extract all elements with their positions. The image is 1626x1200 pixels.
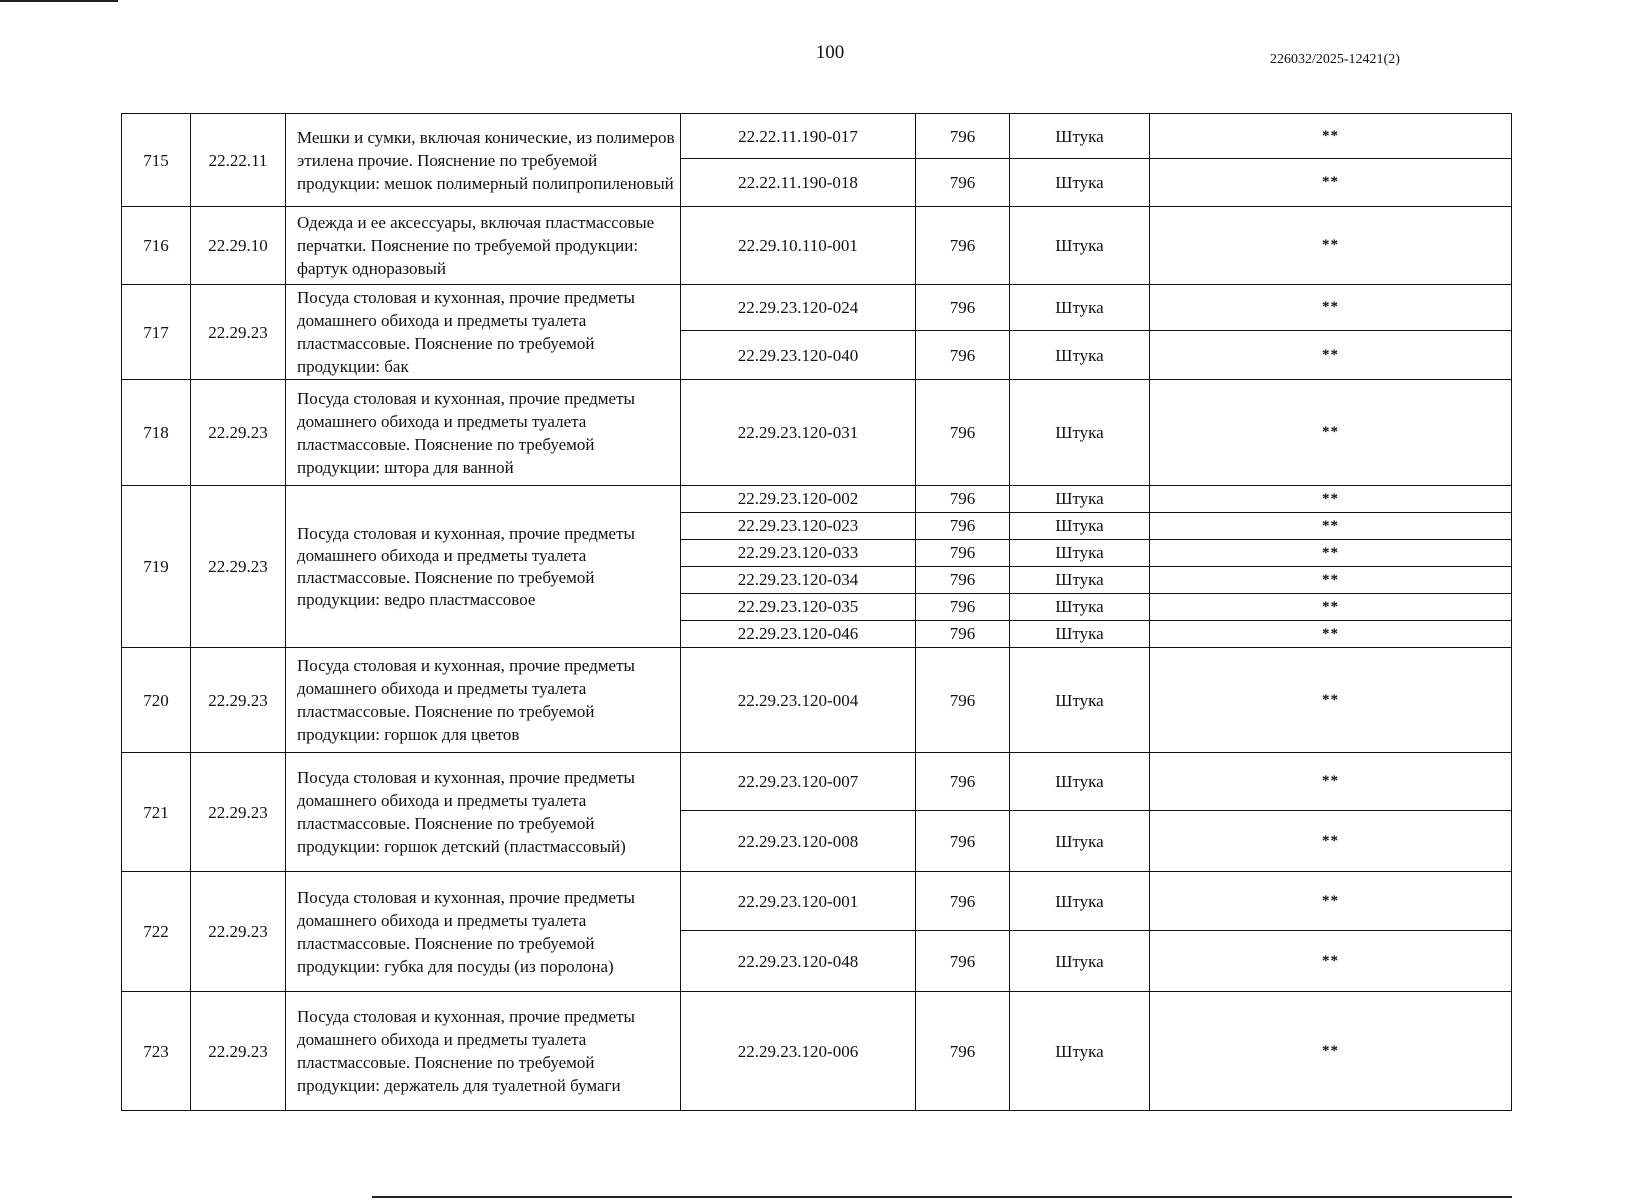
ktru-code-cell: 22.29.23.120-008 [681, 811, 916, 872]
description-cell: Посуда столовая и кухонная, прочие предметы домашнего обихода и предметы туалета пластмассовые. Пояснение по требуемой продукции: горшок для цветов [286, 648, 681, 753]
description-cell: Посуда столовая и кухонная, прочие предметы домашнего обихода и предметы туалета пластмассовые. Пояснение по требуемой продукции: штора для ванной [286, 380, 681, 486]
okei-code-cell: 796 [916, 594, 1010, 621]
mark-cell: ** [1150, 380, 1512, 486]
mark-cell: ** [1150, 513, 1512, 540]
mark-cell: ** [1150, 992, 1512, 1111]
unit-cell: Штука [1010, 872, 1150, 931]
unit-cell: Штука [1010, 567, 1150, 594]
okei-code-cell: 796 [916, 114, 1010, 159]
row-number-cell: 718 [122, 380, 191, 486]
description-cell: Посуда столовая и кухонная, прочие предметы домашнего обихода и предметы туалета пластмассовые. Пояснение по требуемой продукции: бак [286, 285, 681, 380]
description-cell: Мешки и сумки, включая конические, из полимеров этилена прочие. Пояснение по требуемой продукции: мешок полимерный полипропиленовый [286, 114, 681, 207]
okei-code-cell: 796 [916, 159, 1010, 207]
okei-code-cell: 796 [916, 285, 1010, 331]
unit-cell: Штука [1010, 753, 1150, 811]
unit-cell: Штука [1010, 540, 1150, 567]
okpd-code-cell: 22.29.23 [191, 648, 286, 753]
row-number-cell: 721 [122, 753, 191, 872]
mark-cell: ** [1150, 207, 1512, 285]
unit-cell: Штука [1010, 486, 1150, 513]
mark-cell: ** [1150, 486, 1512, 513]
okpd-code-cell: 22.29.23 [191, 486, 286, 648]
scan-edge-top-left [0, 0, 118, 2]
ktru-code-cell: 22.29.23.120-024 [681, 285, 916, 331]
row-number-cell: 715 [122, 114, 191, 207]
ktru-code-cell: 22.29.23.120-006 [681, 992, 916, 1111]
ktru-code-cell: 22.29.23.120-002 [681, 486, 916, 513]
okpd-code-cell: 22.22.11 [191, 114, 286, 207]
row-number-cell: 720 [122, 648, 191, 753]
ktru-code-cell: 22.29.23.120-048 [681, 931, 916, 992]
okei-code-cell: 796 [916, 931, 1010, 992]
row-number-cell: 719 [122, 486, 191, 648]
mark-cell: ** [1150, 285, 1512, 331]
okei-code-cell: 796 [916, 753, 1010, 811]
mark-cell: ** [1150, 811, 1512, 872]
unit-cell: Штука [1010, 159, 1150, 207]
product-table-body [122, 114, 1512, 1111]
unit-cell: Штука [1010, 207, 1150, 285]
unit-cell: Штука [1010, 931, 1150, 992]
ktru-code-cell: 22.29.23.120-004 [681, 648, 916, 753]
mark-cell: ** [1150, 648, 1512, 753]
table-row [122, 486, 1512, 513]
mark-cell: ** [1150, 331, 1512, 380]
okei-code-cell: 796 [916, 513, 1010, 540]
unit-cell: Штука [1010, 513, 1150, 540]
unit-cell: Штука [1010, 811, 1150, 872]
page-number: 100 [815, 42, 845, 63]
okei-code-cell: 796 [916, 992, 1010, 1111]
description-cell: Посуда столовая и кухонная, прочие предметы домашнего обихода и предметы туалета пластмассовые. Пояснение по требуемой продукции: губка для посуды (из поролона) [286, 872, 681, 992]
okei-code-cell: 796 [916, 811, 1010, 872]
unit-cell: Штука [1010, 648, 1150, 753]
mark-cell: ** [1150, 621, 1512, 648]
ktru-code-cell: 22.29.23.120-023 [681, 513, 916, 540]
okei-code-cell: 796 [916, 540, 1010, 567]
okei-code-cell: 796 [916, 331, 1010, 380]
okei-code-cell: 796 [916, 380, 1010, 486]
unit-cell: Штука [1010, 992, 1150, 1111]
ktru-code-cell: 22.29.10.110-001 [681, 207, 916, 285]
table-row [122, 285, 1512, 331]
description-cell: Одежда и ее аксессуары, включая пластмассовые перчатки. Пояснение по требуемой продукции: фартук одноразовый [286, 207, 681, 285]
ktru-code-cell: 22.29.23.120-034 [681, 567, 916, 594]
table-row [122, 207, 1512, 285]
description-cell: Посуда столовая и кухонная, прочие предметы домашнего обихода и предметы туалета пластмассовые. Пояснение по требуемой продукции: ведро пластмассовое [286, 486, 681, 648]
row-number-cell: 722 [122, 872, 191, 992]
table-row [122, 753, 1512, 811]
document-reference: 226032/2025-12421(2) [1270, 52, 1400, 67]
mark-cell: ** [1150, 872, 1512, 931]
unit-cell: Штука [1010, 331, 1150, 380]
okei-code-cell: 796 [916, 872, 1010, 931]
ktru-code-cell: 22.29.23.120-033 [681, 540, 916, 567]
ktru-code-cell: 22.22.11.190-017 [681, 114, 916, 159]
ktru-code-cell: 22.29.23.120-031 [681, 380, 916, 486]
okpd-code-cell: 22.29.23 [191, 380, 286, 486]
okei-code-cell: 796 [916, 567, 1010, 594]
unit-cell: Штука [1010, 621, 1150, 648]
row-number-cell: 716 [122, 207, 191, 285]
table-row [122, 872, 1512, 931]
ktru-code-cell: 22.29.23.120-001 [681, 872, 916, 931]
row-number-cell: 723 [122, 992, 191, 1111]
description-cell: Посуда столовая и кухонная, прочие предметы домашнего обихода и предметы туалета пластмассовые. Пояснение по требуемой продукции: держатель для туалетной бумаги [286, 992, 681, 1111]
mark-cell: ** [1150, 114, 1512, 159]
okpd-code-cell: 22.29.10 [191, 207, 286, 285]
ktru-code-cell: 22.29.23.120-007 [681, 753, 916, 811]
table-row [122, 992, 1512, 1111]
mark-cell: ** [1150, 931, 1512, 992]
mark-cell: ** [1150, 594, 1512, 621]
row-number-cell: 717 [122, 285, 191, 380]
mark-cell: ** [1150, 540, 1512, 567]
okei-code-cell: 796 [916, 621, 1010, 648]
ktru-code-cell: 22.22.11.190-018 [681, 159, 916, 207]
okpd-code-cell: 22.29.23 [191, 992, 286, 1111]
mark-cell: ** [1150, 567, 1512, 594]
ktru-code-cell: 22.29.23.120-040 [681, 331, 916, 380]
okei-code-cell: 796 [916, 486, 1010, 513]
unit-cell: Штука [1010, 114, 1150, 159]
mark-cell: ** [1150, 753, 1512, 811]
table-row [122, 114, 1512, 159]
product-table [121, 113, 1512, 1111]
okpd-code-cell: 22.29.23 [191, 753, 286, 872]
okpd-code-cell: 22.29.23 [191, 872, 286, 992]
okei-code-cell: 796 [916, 207, 1010, 285]
ktru-code-cell: 22.29.23.120-035 [681, 594, 916, 621]
table-row [122, 648, 1512, 753]
okpd-code-cell: 22.29.23 [191, 285, 286, 380]
description-cell: Посуда столовая и кухонная, прочие предметы домашнего обихода и предметы туалета пластмассовые. Пояснение по требуемой продукции: горшок детский (пластмассовый) [286, 753, 681, 872]
unit-cell: Штука [1010, 594, 1150, 621]
table-row [122, 380, 1512, 486]
ktru-code-cell: 22.29.23.120-046 [681, 621, 916, 648]
okei-code-cell: 796 [916, 648, 1010, 753]
scan-edge-bottom [372, 1196, 1512, 1198]
unit-cell: Штука [1010, 380, 1150, 486]
mark-cell: ** [1150, 159, 1512, 207]
unit-cell: Штука [1010, 285, 1150, 331]
